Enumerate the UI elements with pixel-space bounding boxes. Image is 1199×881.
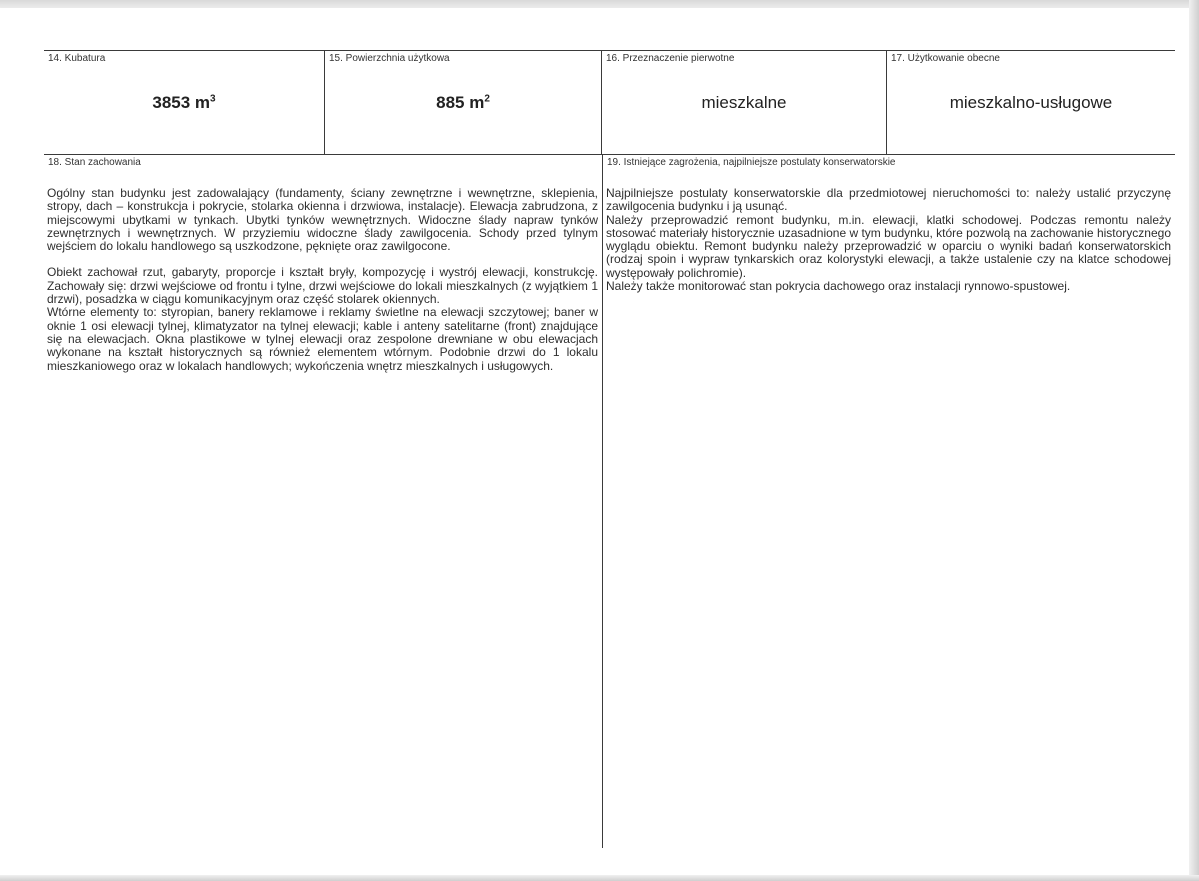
cell-kubatura — [44, 51, 325, 154]
przeznaczenie-label: 16. Przeznaczenie pierwotne — [606, 53, 735, 64]
cell-powierzchnia — [325, 51, 602, 154]
cell-przeznaczenie — [602, 51, 887, 154]
kubatura-number: 3853 m — [152, 93, 211, 112]
cell-uzytkowanie — [887, 51, 1175, 154]
kubatura-label: 14. Kubatura — [48, 53, 106, 64]
zagrozenia-text — [606, 187, 1171, 293]
przeznaczenie-value: mieszkalne — [701, 93, 787, 112]
scan-bottom-edge — [0, 875, 1199, 881]
kubatura-unit-exponent: 3 — [210, 93, 216, 105]
form-grid — [44, 50, 1175, 848]
cell-stan-zachowania — [44, 155, 603, 848]
powierzchnia-number: 885 m — [436, 93, 485, 112]
stan-paragraph-1: Ogólny stan budynku jest zadowalający (fundamenty, ściany zewnętrzne i wewnętrzne, sklepienia, stropy, dach – konstrukcja i pokrycie, stolarka okienna i drzwiowa, instalacje). Elewacja zabrudzona, z miejscowymi ubytkami w tynkach. Ubytki tynków wewnętrznych. Widoczne ślady napraw tynków zewnętrznych i wewnętrznych. W przyziemiu widoczne ślady zawilgocenia. Schody przed tylnym wejściem do lokalu handlowego są uszkodzone, pęknięte oraz zawilgocone. — [47, 186, 598, 254]
scan-right-edge — [1189, 0, 1199, 881]
stan-label: 18. Stan zachowania — [48, 157, 141, 168]
uzytkowanie-label: 17. Użytkowanie obecne — [891, 53, 1000, 64]
stan-paragraph-2: Obiekt zachował rzut, gabaryty, proporcje i kształt bryły, kompozycję i wystrój elewacji, konstrukcję. Zachowały się: drzwi wejściowe od frontu i tylne, drzwi wejściowe do lokali mieszkalnych (z wyjątkiem 1 drzwi), posadzka w ciągu komunikacyjnym oraz część stolarek okiennych. — [47, 265, 598, 307]
zagrozenia-label: 19. Istniejące zagrożenia, najpilniejsze postulaty konserwatorskie — [607, 157, 896, 168]
summary-row — [44, 51, 1175, 155]
details-row — [44, 155, 1175, 848]
kubatura-value — [44, 93, 324, 113]
zagrozenia-paragraph-2: Należy przeprowadzić remont budynku, m.in. elewacji, klatki schodowej. Podczas remontu należy stosować materiały historycznie uzasadnione w tym budynku, które pozwolą na zachowanie historycznego wyglądu obiektu. Remont budynku należy przeprowadzić w oparciu o wyniki badań konserwatorskich (rodzaj spoin i wypraw tynkarskich oraz kolorystyki elewacji, a także ustalenie czy na klatce schodowej występowały polichromie). — [606, 212, 1171, 280]
cell-zagrozenia — [603, 155, 1175, 848]
powierzchnia-value — [325, 93, 601, 113]
uzytkowanie-value: mieszkalno-usługowe — [949, 93, 1113, 112]
stan-text — [47, 187, 598, 373]
zagrozenia-paragraph-1: Najpilniejsze postulaty konserwatorskie dla przedmiotowej nieruchomości to: należy ustalić przyczynę zawilgocenia budynku i ją usunąć. — [606, 186, 1171, 214]
stan-paragraph-3: Wtórne elementy to: styropian, banery reklamowe i reklamy świetlne na elewacji szczytowej; baner w oknie 1 osi elewacji tylnej, klimatyzator na tylnej elewacji; kable i anteny satelitarne (front) znajdujące się na elewacjach. Okna plastikowe w tylnej elewacji oraz zespolone drewniane w obu elewacjach wykonane na kształt historycznych są również elementem wtórnym. Podobnie drzwi do 1 lokalu mieszkaniowego oraz w lokalach handlowych; wykończenia wnętrz mieszkalnych i usługowych. — [47, 305, 598, 373]
powierzchnia-label: 15. Powierzchnia użytkowa — [329, 53, 450, 64]
document-sheet — [0, 8, 1190, 876]
powierzchnia-unit-exponent: 2 — [484, 93, 490, 105]
zagrozenia-paragraph-3: Należy także monitorować stan pokrycia dachowego oraz instalacji rynnowo-spustowej. — [606, 279, 1071, 294]
